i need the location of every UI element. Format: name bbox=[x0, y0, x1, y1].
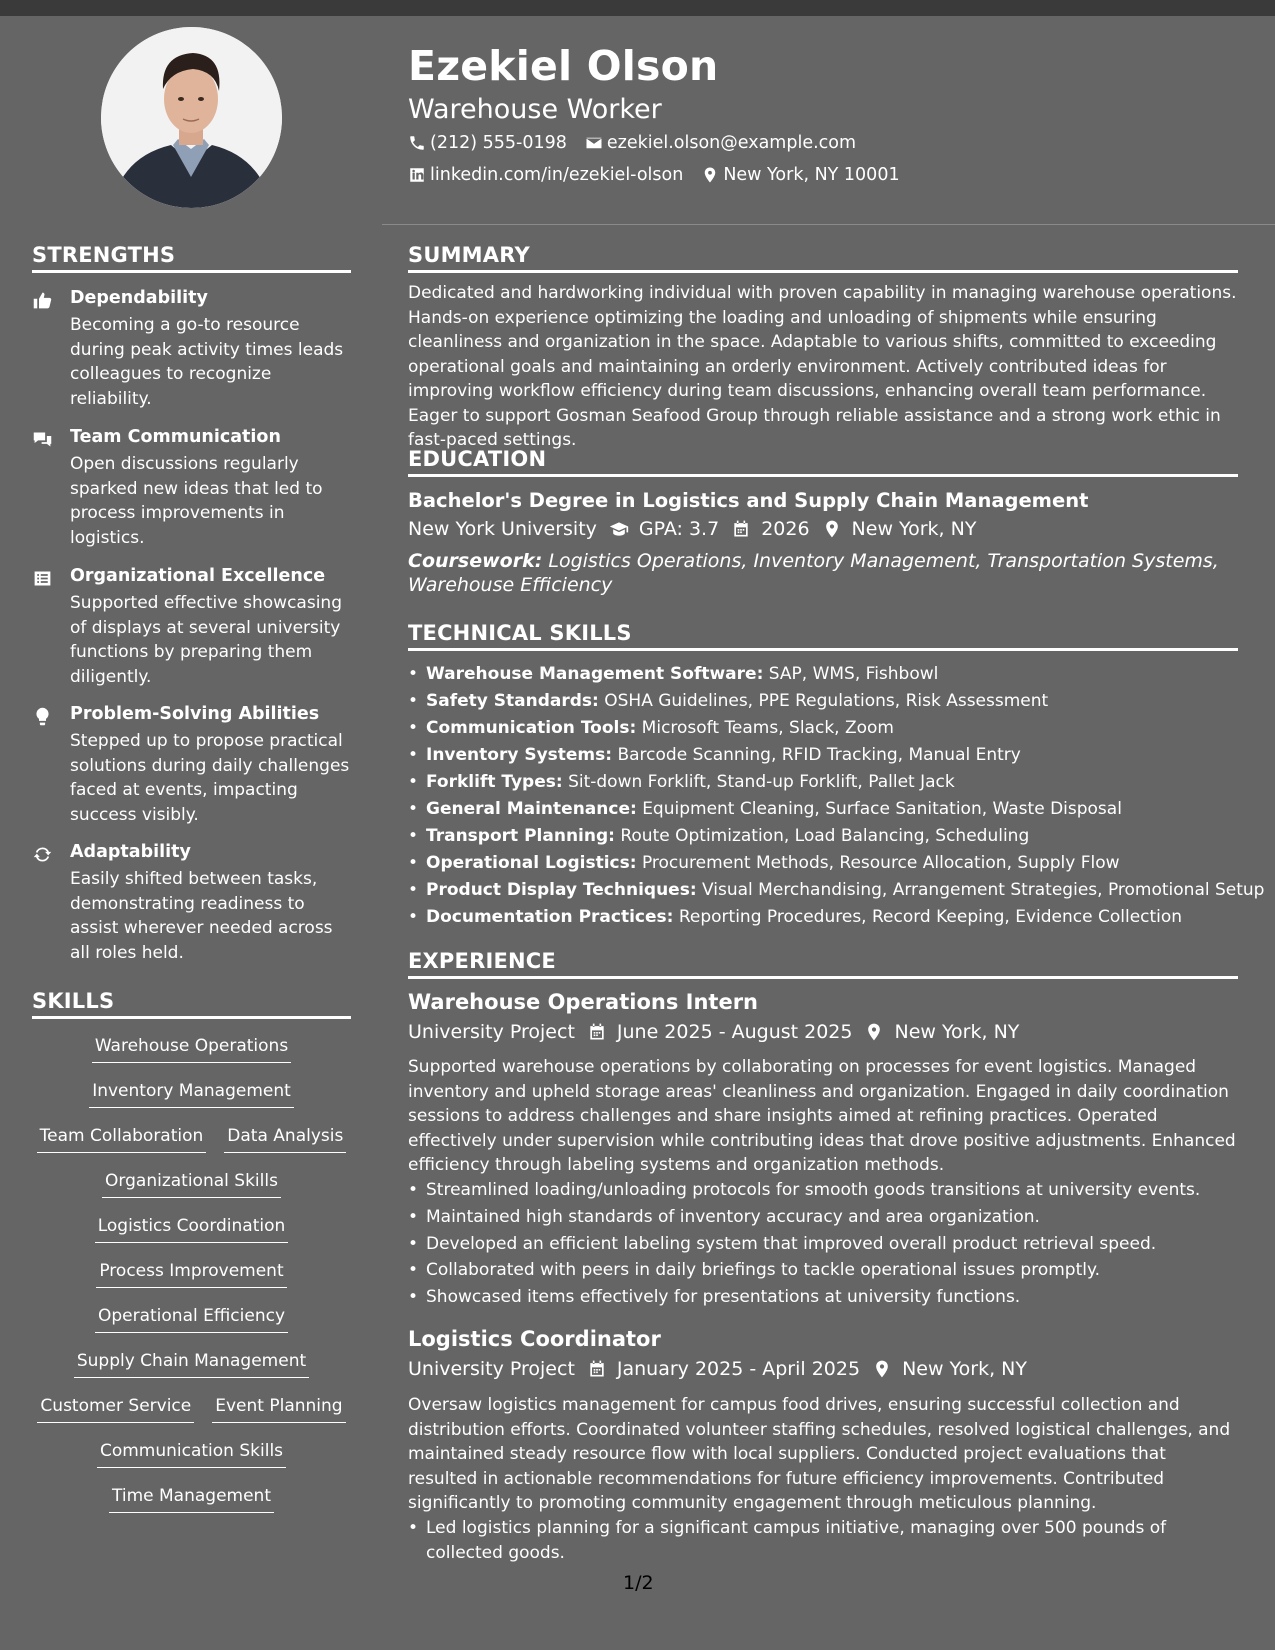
phone-contact bbox=[408, 133, 567, 153]
list-item: • Collaborated with peers in daily briefings to tackle operational issues promptly. bbox=[408, 1258, 1238, 1283]
list-item bbox=[408, 877, 1265, 904]
map-marker-icon bbox=[864, 1022, 884, 1042]
strength-title: Team Communication bbox=[70, 427, 281, 447]
list-icon bbox=[32, 568, 54, 590]
list-item bbox=[408, 688, 1238, 715]
thumbs-up-icon bbox=[32, 290, 54, 312]
gpa-text: GPA: 3.7 bbox=[638, 518, 720, 540]
calendar-icon bbox=[587, 1359, 607, 1379]
phone-icon bbox=[408, 134, 426, 152]
skill-tag: Logistics Coordination bbox=[95, 1216, 289, 1243]
linkedin-icon bbox=[408, 166, 426, 184]
skill-category: Inventory Systems: bbox=[426, 745, 613, 765]
skill-category: Documentation Practices: bbox=[426, 907, 674, 927]
page-number: 1/2 bbox=[623, 1572, 654, 1594]
graduation-year: 2026 bbox=[761, 518, 810, 540]
skill-tag: Customer Service bbox=[37, 1396, 194, 1423]
skill-tag: Supply Chain Management bbox=[74, 1351, 309, 1378]
skill-tag: Event Planning bbox=[212, 1396, 345, 1423]
calendar-icon bbox=[587, 1022, 607, 1042]
coursework-list: Logistics Operations, Inventory Management, Transportation Systems, Warehouse Efficiency bbox=[408, 550, 1219, 596]
phone-text: (212) 555-0198 bbox=[430, 133, 567, 153]
job-bullets bbox=[408, 1516, 1238, 1567]
comments-icon bbox=[32, 429, 54, 451]
job-org: University Project bbox=[408, 1021, 575, 1043]
school-location: New York, NY bbox=[851, 518, 977, 540]
coursework-label: Coursework: bbox=[408, 550, 543, 572]
summary-heading: SUMMARY bbox=[408, 243, 1238, 273]
list-item bbox=[408, 715, 1238, 742]
lightbulb-icon bbox=[32, 706, 54, 728]
strength-title: Dependability bbox=[70, 288, 208, 308]
header-divider bbox=[382, 224, 1275, 225]
strength-title: Problem-Solving Abilities bbox=[70, 704, 320, 724]
job-summary: Oversaw logistics management for campus food drives, ensuring successful collection and distribution efforts. Coordinated volunteer staffing schedules, resolved logistical challenges, and maintained steady resource flow with local suppliers. Conducted project evaluations that resulted in actionable recommendations for future efficiency improvements. Contributed significantly to promoting community engagement through meticulous planning. bbox=[408, 1395, 1231, 1513]
skill-tag: Time Management bbox=[109, 1486, 274, 1513]
list-item bbox=[408, 661, 1238, 688]
skill-tag: Process Improvement bbox=[96, 1261, 286, 1288]
technical-skills-heading: TECHNICAL SKILLS bbox=[408, 621, 1238, 651]
job-meta bbox=[408, 1021, 1019, 1043]
map-marker-icon bbox=[872, 1359, 892, 1379]
contact-line-2 bbox=[408, 165, 918, 185]
skill-tag: Data Analysis bbox=[224, 1126, 346, 1153]
skill-category: Warehouse Management Software: bbox=[426, 664, 764, 684]
skill-category: Communication Tools: bbox=[426, 718, 637, 738]
job-title: Logistics Coordinator bbox=[408, 1327, 661, 1351]
skill-category: Safety Standards: bbox=[426, 691, 599, 711]
map-marker-icon bbox=[822, 519, 842, 539]
skill-tag: Organizational Skills bbox=[102, 1171, 281, 1198]
skill-values: Equipment Cleaning, Surface Sanitation, Waste Disposal bbox=[642, 799, 1122, 819]
education-heading: EDUCATION bbox=[408, 447, 1238, 477]
skill-category: General Maintenance: bbox=[426, 799, 637, 819]
list-item bbox=[408, 904, 1238, 931]
strength-description: Stepped up to propose practical solutions during daily challenges faced at events, impacting success visibly. bbox=[70, 731, 350, 825]
linkedin-text[interactable]: linkedin.com/in/ezekiel-olson bbox=[430, 165, 684, 185]
job-bullets bbox=[408, 1178, 1238, 1312]
email-text[interactable]: ezekiel.olson@example.com bbox=[606, 133, 857, 153]
list-item: • Developed an efficient labeling system that improved overall product retrieval speed. bbox=[408, 1232, 1238, 1257]
portrait-image bbox=[101, 27, 282, 208]
technical-skills-list bbox=[408, 661, 1265, 931]
candidate-title: Warehouse Worker bbox=[408, 94, 662, 125]
location-text: New York, NY 10001 bbox=[723, 165, 900, 185]
contact-line-1 bbox=[408, 133, 874, 153]
list-item bbox=[408, 769, 1238, 796]
job-org: University Project bbox=[408, 1358, 575, 1380]
list-item: • Streamlined loading/unloading protocols for smooth goods transitions at university events. bbox=[408, 1178, 1238, 1203]
strengths-heading: STRENGTHS bbox=[32, 243, 351, 273]
list-item: • Maintained high standards of inventory accuracy and area organization. bbox=[408, 1205, 1238, 1230]
list-item: • Led logistics planning for a significant campus initiative, managing over 500 pounds of collected goods. bbox=[408, 1516, 1238, 1565]
job-location: New York, NY bbox=[894, 1021, 1020, 1043]
degree-title: Bachelor's Degree in Logistics and Supply Chain Management bbox=[408, 489, 1089, 512]
skill-values: Reporting Procedures, Record Keeping, Evidence Collection bbox=[678, 907, 1183, 927]
skills-list bbox=[32, 1036, 351, 1531]
list-item bbox=[408, 850, 1238, 877]
strength-description: Supported effective showcasing of displays at several university functions by preparing them diligently. bbox=[70, 593, 342, 687]
experience-heading: EXPERIENCE bbox=[408, 949, 1238, 979]
skill-values: Visual Merchandising, Arrangement Strategies, Promotional Setup bbox=[702, 880, 1265, 900]
job-dates: June 2025 - August 2025 bbox=[616, 1021, 853, 1043]
job-meta bbox=[408, 1358, 1027, 1380]
envelope-icon bbox=[585, 134, 603, 152]
skill-values: Microsoft Teams, Slack, Zoom bbox=[641, 718, 894, 738]
skills-heading: SKILLS bbox=[32, 989, 351, 1019]
skill-category: Product Display Techniques: bbox=[426, 880, 697, 900]
strength-description: Open discussions regularly sparked new ideas that led to process improvements in logistics. bbox=[70, 454, 323, 548]
job-dates: January 2025 - April 2025 bbox=[616, 1358, 861, 1380]
skill-values: SAP, WMS, Fishbowl bbox=[768, 664, 939, 684]
location-contact bbox=[701, 165, 899, 185]
skill-tag: Team Collaboration bbox=[37, 1126, 207, 1153]
skill-tag: Inventory Management bbox=[89, 1081, 294, 1108]
strength-title: Organizational Excellence bbox=[70, 566, 326, 586]
job-summary: Supported warehouse operations by collaborating on processes for event logistics. Managed inventory and upheld storage areas' cleanliness and organization. Engaged in daily coordination sessions to address challenges and share insights aimed at refining practices. Operated effectively under supervision while contributing ideas that drove positive adjustments. Enhanced efficiency through labeling systems and organization methods. bbox=[408, 1057, 1236, 1175]
refresh-icon bbox=[32, 844, 54, 866]
strength-title: Adaptability bbox=[70, 842, 191, 862]
map-marker-icon bbox=[701, 166, 719, 184]
job-location: New York, NY bbox=[902, 1358, 1027, 1380]
candidate-name: Ezekiel Olson bbox=[408, 42, 719, 90]
strength-description: Easily shifted between tasks, demonstrating readiness to assist wherever needed across all roles held. bbox=[70, 869, 333, 963]
skill-values: OSHA Guidelines, PPE Regulations, Risk Assessment bbox=[604, 691, 1049, 711]
education-meta bbox=[408, 518, 976, 540]
summary-text: Dedicated and hardworking individual with proven capability in managing warehouse operations. Hands-on experience optimizing the loading and unloading of shipments while ensuring cleanliness and organization in the space. Adaptable to various shifts, committed to exceeding operational goals and maintaining an orderly environment. Actively contributed ideas for improving workflow efficiency during team discussions, enhancing overall team performance. Eager to support Gosman Seafood Group through reliable assistance and a strong work ethic in fast-paced settings. bbox=[408, 283, 1237, 450]
list-item bbox=[408, 742, 1238, 769]
list-item bbox=[408, 823, 1238, 850]
coursework bbox=[408, 549, 1238, 597]
skill-category: Operational Logistics: bbox=[426, 853, 637, 873]
calendar-icon bbox=[731, 519, 751, 539]
email-contact[interactable] bbox=[585, 133, 856, 153]
list-item bbox=[408, 796, 1238, 823]
graduation-cap-icon bbox=[609, 519, 629, 539]
skill-values: Barcode Scanning, RFID Tracking, Manual Entry bbox=[617, 745, 1021, 765]
top-bar bbox=[0, 0, 1275, 16]
skill-values: Sit-down Forklift, Stand-up Forklift, Pallet Jack bbox=[568, 772, 955, 792]
skill-category: Forklift Types: bbox=[426, 772, 563, 792]
skill-values: Route Optimization, Load Balancing, Scheduling bbox=[620, 826, 1030, 846]
job-title: Warehouse Operations Intern bbox=[408, 990, 758, 1014]
linkedin-contact[interactable] bbox=[408, 165, 683, 185]
skill-tag: Operational Efficiency bbox=[95, 1306, 288, 1333]
strength-description: Becoming a go-to resource during peak activity times leads colleagues to recognize reliability. bbox=[70, 315, 344, 409]
school-name: New York University bbox=[408, 518, 597, 540]
list-item: • Showcased items effectively for presentations at university functions. bbox=[408, 1285, 1238, 1310]
skill-tag: Communication Skills bbox=[97, 1441, 286, 1468]
skill-tag: Warehouse Operations bbox=[92, 1036, 291, 1063]
skill-values: Procurement Methods, Resource Allocation, Supply Flow bbox=[641, 853, 1120, 873]
skill-category: Transport Planning: bbox=[426, 826, 615, 846]
profile-photo bbox=[101, 27, 282, 208]
